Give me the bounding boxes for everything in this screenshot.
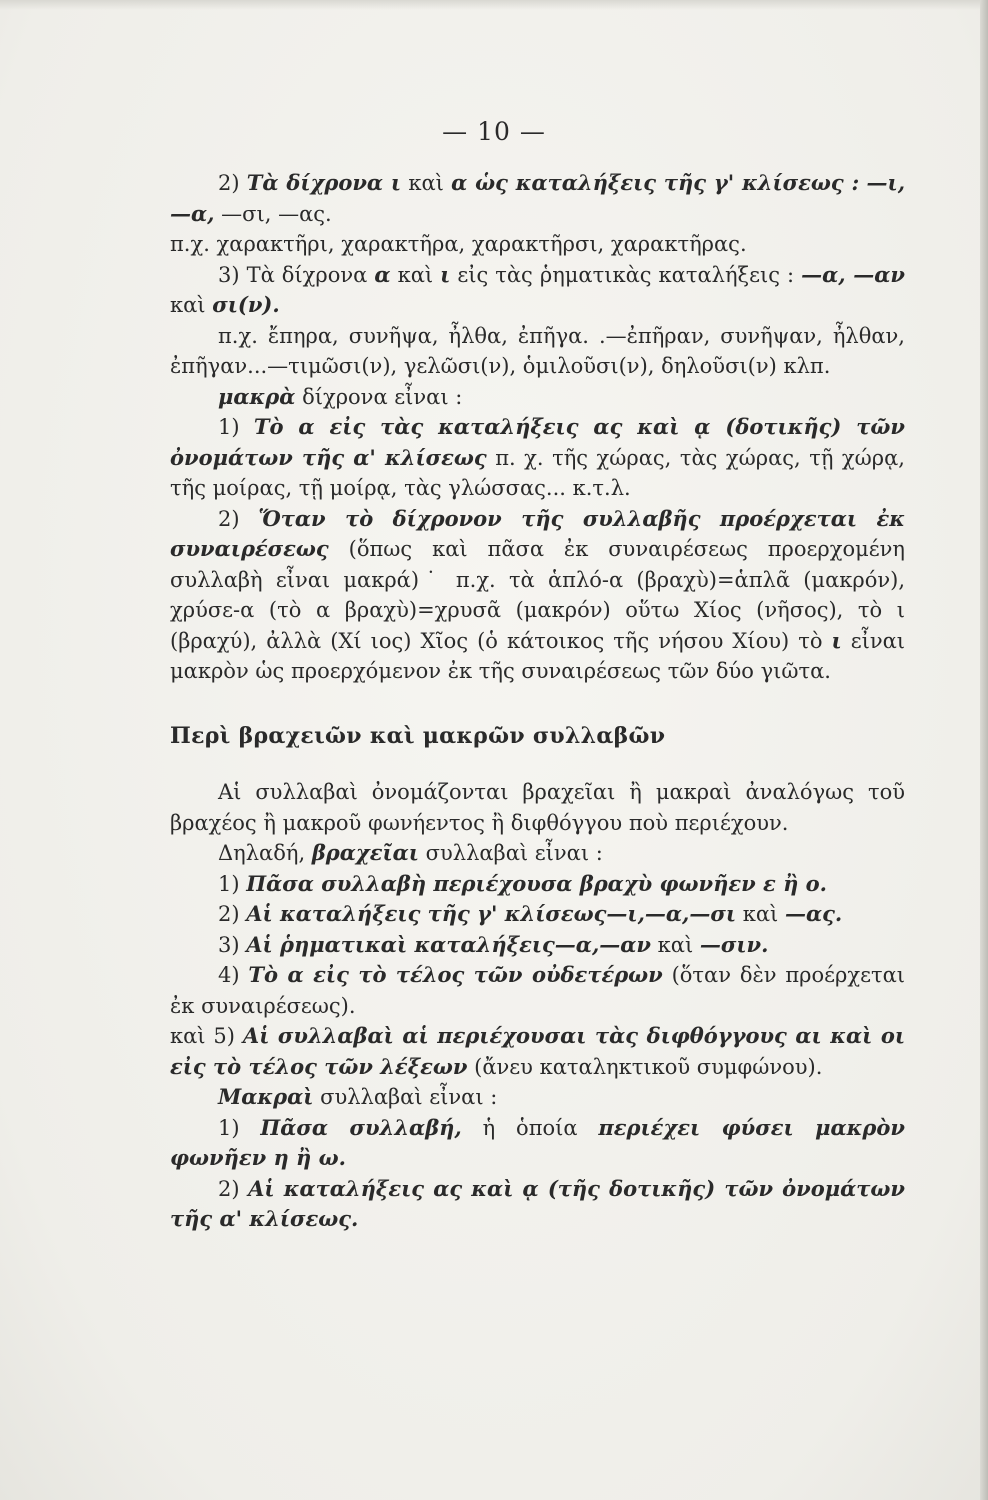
short-item-1 — [170, 869, 905, 900]
emphasis: —α, —αν — [801, 261, 905, 287]
item-number: 1) — [218, 871, 240, 896]
emphasis: ι — [440, 261, 451, 287]
makra-intro — [170, 382, 905, 413]
emphasis: Αἱ καταλήξεις ας καὶ ᾳ (τῆς δοτικῆς) τῶν ὀνομάτων τῆς α' κλίσεως. — [170, 1175, 905, 1231]
text: (ἄνευ καταληκτικοῦ συμφώνου). — [474, 1054, 823, 1079]
text: καὶ — [657, 932, 694, 957]
text: εἶναι μακρὸν ὡς προερχόμενον ἐκ τῆς συναιρέσεως τῶν δύο γιῶτα. — [170, 628, 905, 683]
paragraph-verbal-endings — [170, 260, 905, 321]
rule-2 — [170, 504, 905, 687]
emphasis: Αἱ συλλαβαὶ αἱ περιέχουσαι τὰς διφθόγγους αι καὶ οι εἰς τὸ τέλος τῶν λέξεων — [170, 1023, 905, 1079]
emphasis: σι(ν). — [212, 292, 280, 317]
emphasis: Ὅταν τὸ δίχρονον τῆς συλλαβῆς προέρχεται ἐκ συναιρέσεως — [170, 505, 905, 561]
emphasis: —σιν. — [699, 931, 769, 957]
text: ἡ ὁποία — [482, 1115, 578, 1140]
text: (ὅπως καὶ πᾶσα ἐκ συναιρέσεως προερχομένη συλλαβὴ εἶναι μακρά)˙ π.χ. τὰ ἁπλό-α (βραχὺ)=ἁπλᾶ (μακρόν), χρύσε-α (τὸ α βραχὺ)=χρυσᾶ (μακρόν) οὕτω Χίος (νῆσος), τὸ ι (βραχύ), ἀλλὰ (Χί ιος) Χῖος (ὁ κάτοικος τῆς νήσου Χίου) τὸ — [170, 537, 905, 653]
text: καὶ — [408, 171, 444, 195]
emphasis: ι — [831, 627, 842, 653]
item-number: 2) — [218, 902, 240, 926]
body-text — [170, 168, 905, 1235]
item-number: 1) — [218, 415, 240, 439]
rule-1 — [170, 412, 905, 504]
item-number: 4) — [218, 963, 240, 987]
item-number: 2) — [218, 171, 240, 195]
short-item-2 — [170, 899, 905, 930]
emphasis: —ας. — [784, 901, 843, 926]
page-edge-shadow — [980, 0, 988, 1500]
text: δίχρονα εἶναι : — [302, 384, 463, 409]
item-number: 2) — [218, 1176, 240, 1201]
item-number: καὶ 5) — [170, 1024, 235, 1048]
emphasis: α ὡς καταλήξεις τῆς γ' κλίσεως : — [451, 170, 860, 195]
emphasis: μακρὰ — [218, 383, 296, 409]
page-number: — 10 — — [442, 117, 546, 146]
emphasis: Τὸ α εἰς τὰς καταλήξεις ας καὶ ᾳ (δοτικῆς) τῶν ὀνομάτων τῆς α' κλίσεως — [170, 414, 905, 470]
example-paragraph: π.χ. ἔπηρα, συνῆψα, ἦλθα, ἐπῆγα. .—ἐπῆραν, συνῆψαν, ἦλθαν, ἐπῆγαν...—τιμῶσι(ν), γελῶσι(ν), ὁμιλοῦσι(ν), δηλοῦσι(ν) κλπ. — [170, 323, 905, 378]
item-number: 3) — [218, 932, 240, 957]
emphasis: α — [374, 261, 391, 287]
emphasis: περιέχει φύσει μακρὸν φωνῆεν η ἢ ω. — [170, 1114, 905, 1170]
long-item-1 — [170, 1113, 905, 1174]
paragraph-dichrona-3rd-declension — [170, 168, 905, 229]
example-line: π.χ. χαρακτῆρι, χαρακτῆρα, χαρακτῆρσι, χαρακτῆρας. — [170, 232, 747, 256]
item-number: 2) — [218, 506, 240, 531]
section-heading: Περὶ βραχειῶν καὶ μακρῶν συλλαβῶν — [170, 722, 666, 749]
emphasis: βραχεῖαι — [311, 840, 419, 865]
short-syllables-intro — [170, 838, 905, 869]
emphasis: Τὸ α εἰς τὸ τέλος τῶν οὐδετέρων — [248, 962, 663, 987]
text: καὶ — [742, 902, 779, 926]
text: (ὅταν δὲν προέρχεται ἐκ συναιρέσεως). — [170, 963, 905, 1018]
syllables-intro: Αἱ συλλαβαὶ ὀνομάζονται βραχεῖαι ἢ μακραὶ ἀναλόγως τοῦ βραχέος ἢ μακροῦ φωνήεντος ἢ διφθόγγου ποὺ περιέχουν. — [170, 780, 905, 835]
text: π. χ. τῆς χώρας, τὰς χώρας, τῇ χώρᾳ, τῆς μοίρας, τῇ μοίρᾳ, τὰς γλώσσας... κ.τ.λ. — [170, 445, 905, 500]
item-number: 1) — [218, 1115, 240, 1140]
short-item-4 — [170, 960, 905, 1021]
text: Δηλαδή, — [218, 841, 306, 865]
short-item-3 — [170, 930, 905, 961]
emphasis: Πᾶσα συλλαβὴ περιέχουσα βραχὺ φωνῆεν ε ἢ ο. — [246, 870, 827, 896]
emphasis: —ι, —α, — [170, 170, 906, 226]
scan-top-shadow — [0, 0, 988, 10]
emphasis: Αἱ ῥηματικαὶ καταλήξεις—α,—αν — [246, 931, 651, 957]
emphasis: Τὰ δίχρονα ι — [246, 170, 402, 195]
text: συλλαβαὶ εἶναι : — [425, 841, 603, 865]
text: —σι, —ας. — [221, 201, 332, 226]
long-syllables-intro — [170, 1082, 905, 1113]
text: εἰς τὰς ῥηματικὰς καταλήξεις : — [457, 262, 795, 287]
long-item-2 — [170, 1174, 905, 1235]
emphasis: Μακραὶ — [218, 1084, 314, 1109]
text: συλλαβαὶ εἶναι : — [320, 1085, 498, 1109]
text: καὶ — [397, 262, 434, 287]
short-item-5 — [170, 1021, 905, 1082]
emphasis: Πᾶσα συλλαβή, — [260, 1114, 462, 1140]
text: καὶ — [170, 293, 206, 317]
emphasis: Αἱ καταλήξεις τῆς γ' κλίσεως—ι,—α,—σι — [246, 901, 737, 926]
text: 3) Τὰ δίχρονα — [218, 262, 368, 287]
